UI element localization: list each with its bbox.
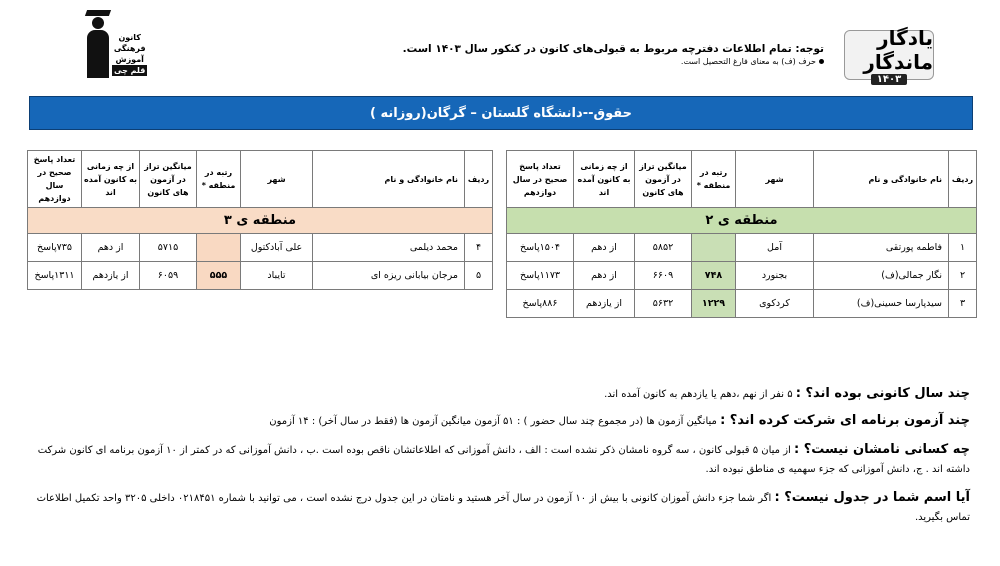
table-row bbox=[507, 290, 977, 318]
student-rank: ۵۵۵ bbox=[197, 262, 241, 290]
row-number: ۴ bbox=[465, 234, 493, 262]
student-name: نگار جمالی(ف) bbox=[814, 262, 949, 290]
logo-title: یادگار ماندگار bbox=[863, 25, 933, 74]
col-answers: تعداد پاسخ صحیح در سال دوازدهم bbox=[507, 151, 574, 208]
graduate-icon bbox=[84, 10, 112, 78]
col-name: نام خانوادگی و نام bbox=[814, 151, 949, 208]
col-rank: رتبه در منطقه * bbox=[197, 151, 241, 208]
kanoon-logo bbox=[84, 6, 150, 78]
col-avg: میانگین تراز در آزمون های کانون bbox=[140, 151, 197, 208]
col-row: ردیف bbox=[949, 151, 977, 208]
student-rank: ۷۴۸ bbox=[692, 262, 736, 290]
faq-item bbox=[25, 384, 970, 404]
col-answers: تعداد پاسخ صحیح در سال دوازدهم bbox=[28, 151, 82, 208]
student-since: از دهم bbox=[82, 234, 140, 262]
page-title: حقوق--دانشگاه گلستان – گرگان(روزانه ) bbox=[29, 96, 973, 130]
table-header bbox=[28, 151, 493, 208]
col-name: نام خانوادگی و نام bbox=[313, 151, 465, 208]
student-answers: ۱۳۱۱پاسخ bbox=[28, 262, 82, 290]
student-city: آمل bbox=[736, 234, 814, 262]
student-name: مرجان بیابانی ریزه ای bbox=[313, 262, 465, 290]
student-since: از یازدهم bbox=[574, 290, 635, 318]
faq-question: چند سال کانونی بوده اند؟ : bbox=[795, 386, 970, 401]
yadegar-mandegar-logo bbox=[844, 25, 934, 85]
zone3-table bbox=[27, 150, 493, 290]
faq-answer: از میان ۵ قبولی کانون ، سه گروه نامشان ذکر نشده است : الف ، دانش آموزانی که اطلاعاتشان ناقص بوده است .ب ، دانش آموزانی که در کمتر از ۱۰ آزمون برنامه ای کانون شرکت داشته اند . ج، دانش آموزانی که جزء سهمیه ی مناطق نبوده اند. bbox=[37, 445, 970, 475]
row-number: ۳ bbox=[949, 290, 977, 318]
col-city: شهر bbox=[736, 151, 814, 208]
student-avg: ۶۶۰۹ bbox=[635, 262, 692, 290]
student-name: فاطمه پورتقی bbox=[814, 234, 949, 262]
student-city: بجنورد bbox=[736, 262, 814, 290]
student-since: از یازدهم bbox=[82, 262, 140, 290]
student-rank: ۱۲۲۹ bbox=[692, 290, 736, 318]
zone-header bbox=[28, 208, 493, 234]
col-row: ردیف bbox=[465, 151, 493, 208]
col-avg: میانگین تراز در آزمون های کانون bbox=[635, 151, 692, 208]
zone-label: منطقه ی ۲ bbox=[507, 208, 977, 234]
student-name: محمد دیلمی bbox=[313, 234, 465, 262]
table-row bbox=[507, 262, 977, 290]
student-since: از دهم bbox=[574, 262, 635, 290]
faq-answer: ۵ نفر از نهم ،دهم یا یازدهم به کانون آمده اند. bbox=[604, 389, 793, 400]
notice bbox=[404, 42, 824, 68]
faq-item bbox=[25, 440, 970, 479]
student-avg: ۵۸۵۲ bbox=[635, 234, 692, 262]
col-since: از چه زمانی به کانون آمده اند bbox=[574, 151, 635, 208]
logo-year: ۱۴۰۳ bbox=[871, 74, 907, 85]
student-avg: ۶۰۵۹ bbox=[140, 262, 197, 290]
faq-question: چند آزمون برنامه ای شرکت کرده اند؟ : bbox=[720, 413, 970, 428]
notice-main: توجه: تمام اطلاعات دفترچه مربوط به قبولی‌های کانون در کنکور سال ۱۴۰۳ است. bbox=[402, 43, 824, 55]
faq-question: چه کسانی نامشان نیست؟ : bbox=[794, 442, 970, 457]
table-header bbox=[507, 151, 977, 208]
student-answers: ۷۳۵پاسخ bbox=[28, 234, 82, 262]
col-rank: رتبه در منطقه * bbox=[692, 151, 736, 208]
col-since: از چه زمانی به کانون آمده اند bbox=[82, 151, 140, 208]
faq-item bbox=[25, 488, 970, 527]
student-name: سیدپارسا حسینی(ف) bbox=[814, 290, 949, 318]
row-number: ۵ bbox=[465, 262, 493, 290]
table-row bbox=[507, 234, 977, 262]
student-answers: ۱۵۰۴پاسخ bbox=[507, 234, 574, 262]
zone-label: منطقه ی ۳ bbox=[28, 208, 493, 234]
col-city: شهر bbox=[241, 151, 313, 208]
table-row bbox=[28, 234, 493, 262]
student-answers: ۸۸۶پاسخ bbox=[507, 290, 574, 318]
notice-footnote: حرف (ف) به معنای فارغ التحصیل است. bbox=[404, 56, 824, 68]
row-number: ۲ bbox=[949, 262, 977, 290]
bullet-icon bbox=[819, 59, 824, 64]
student-city: علی آبادکتول bbox=[241, 234, 313, 262]
student-since: از دهم bbox=[574, 234, 635, 262]
zone-header bbox=[507, 208, 977, 234]
student-avg: ۵۶۳۲ bbox=[635, 290, 692, 318]
student-rank bbox=[692, 234, 736, 262]
faq-question: آیا اسم شما در جدول نیست؟ : bbox=[774, 490, 970, 505]
faq-item bbox=[25, 411, 970, 431]
student-avg: ۵۷۱۵ bbox=[140, 234, 197, 262]
faq-answer: اگر شما جزء دانش آموزان کانونی با بیش از ۱۰ آزمون در سال آخر هستید و نامتان در این جدول درج نشده است ، می توانید با شماره ۰۲۱۸۴۵۱ داخلی ۳۲۰۵ واحد تکمیل اطلاعات تماس بگیرید. bbox=[36, 493, 970, 523]
table-row bbox=[28, 262, 493, 290]
student-rank bbox=[197, 234, 241, 262]
kanoon-logo-words: کانون فرهنگی آموزش قلم چی bbox=[113, 33, 146, 75]
zone2-table bbox=[506, 150, 977, 318]
student-city: کردکوی bbox=[736, 290, 814, 318]
student-answers: ۱۱۷۳پاسخ bbox=[507, 262, 574, 290]
row-number: ۱ bbox=[949, 234, 977, 262]
student-city: تایباد bbox=[241, 262, 313, 290]
faq-answer: میانگین آزمون ها (در مجموع چند سال حضور ) : ۵۱ آزمون میانگین آزمون ها (فقط در سال آخر) : ۱۴ آزمون bbox=[269, 416, 717, 427]
